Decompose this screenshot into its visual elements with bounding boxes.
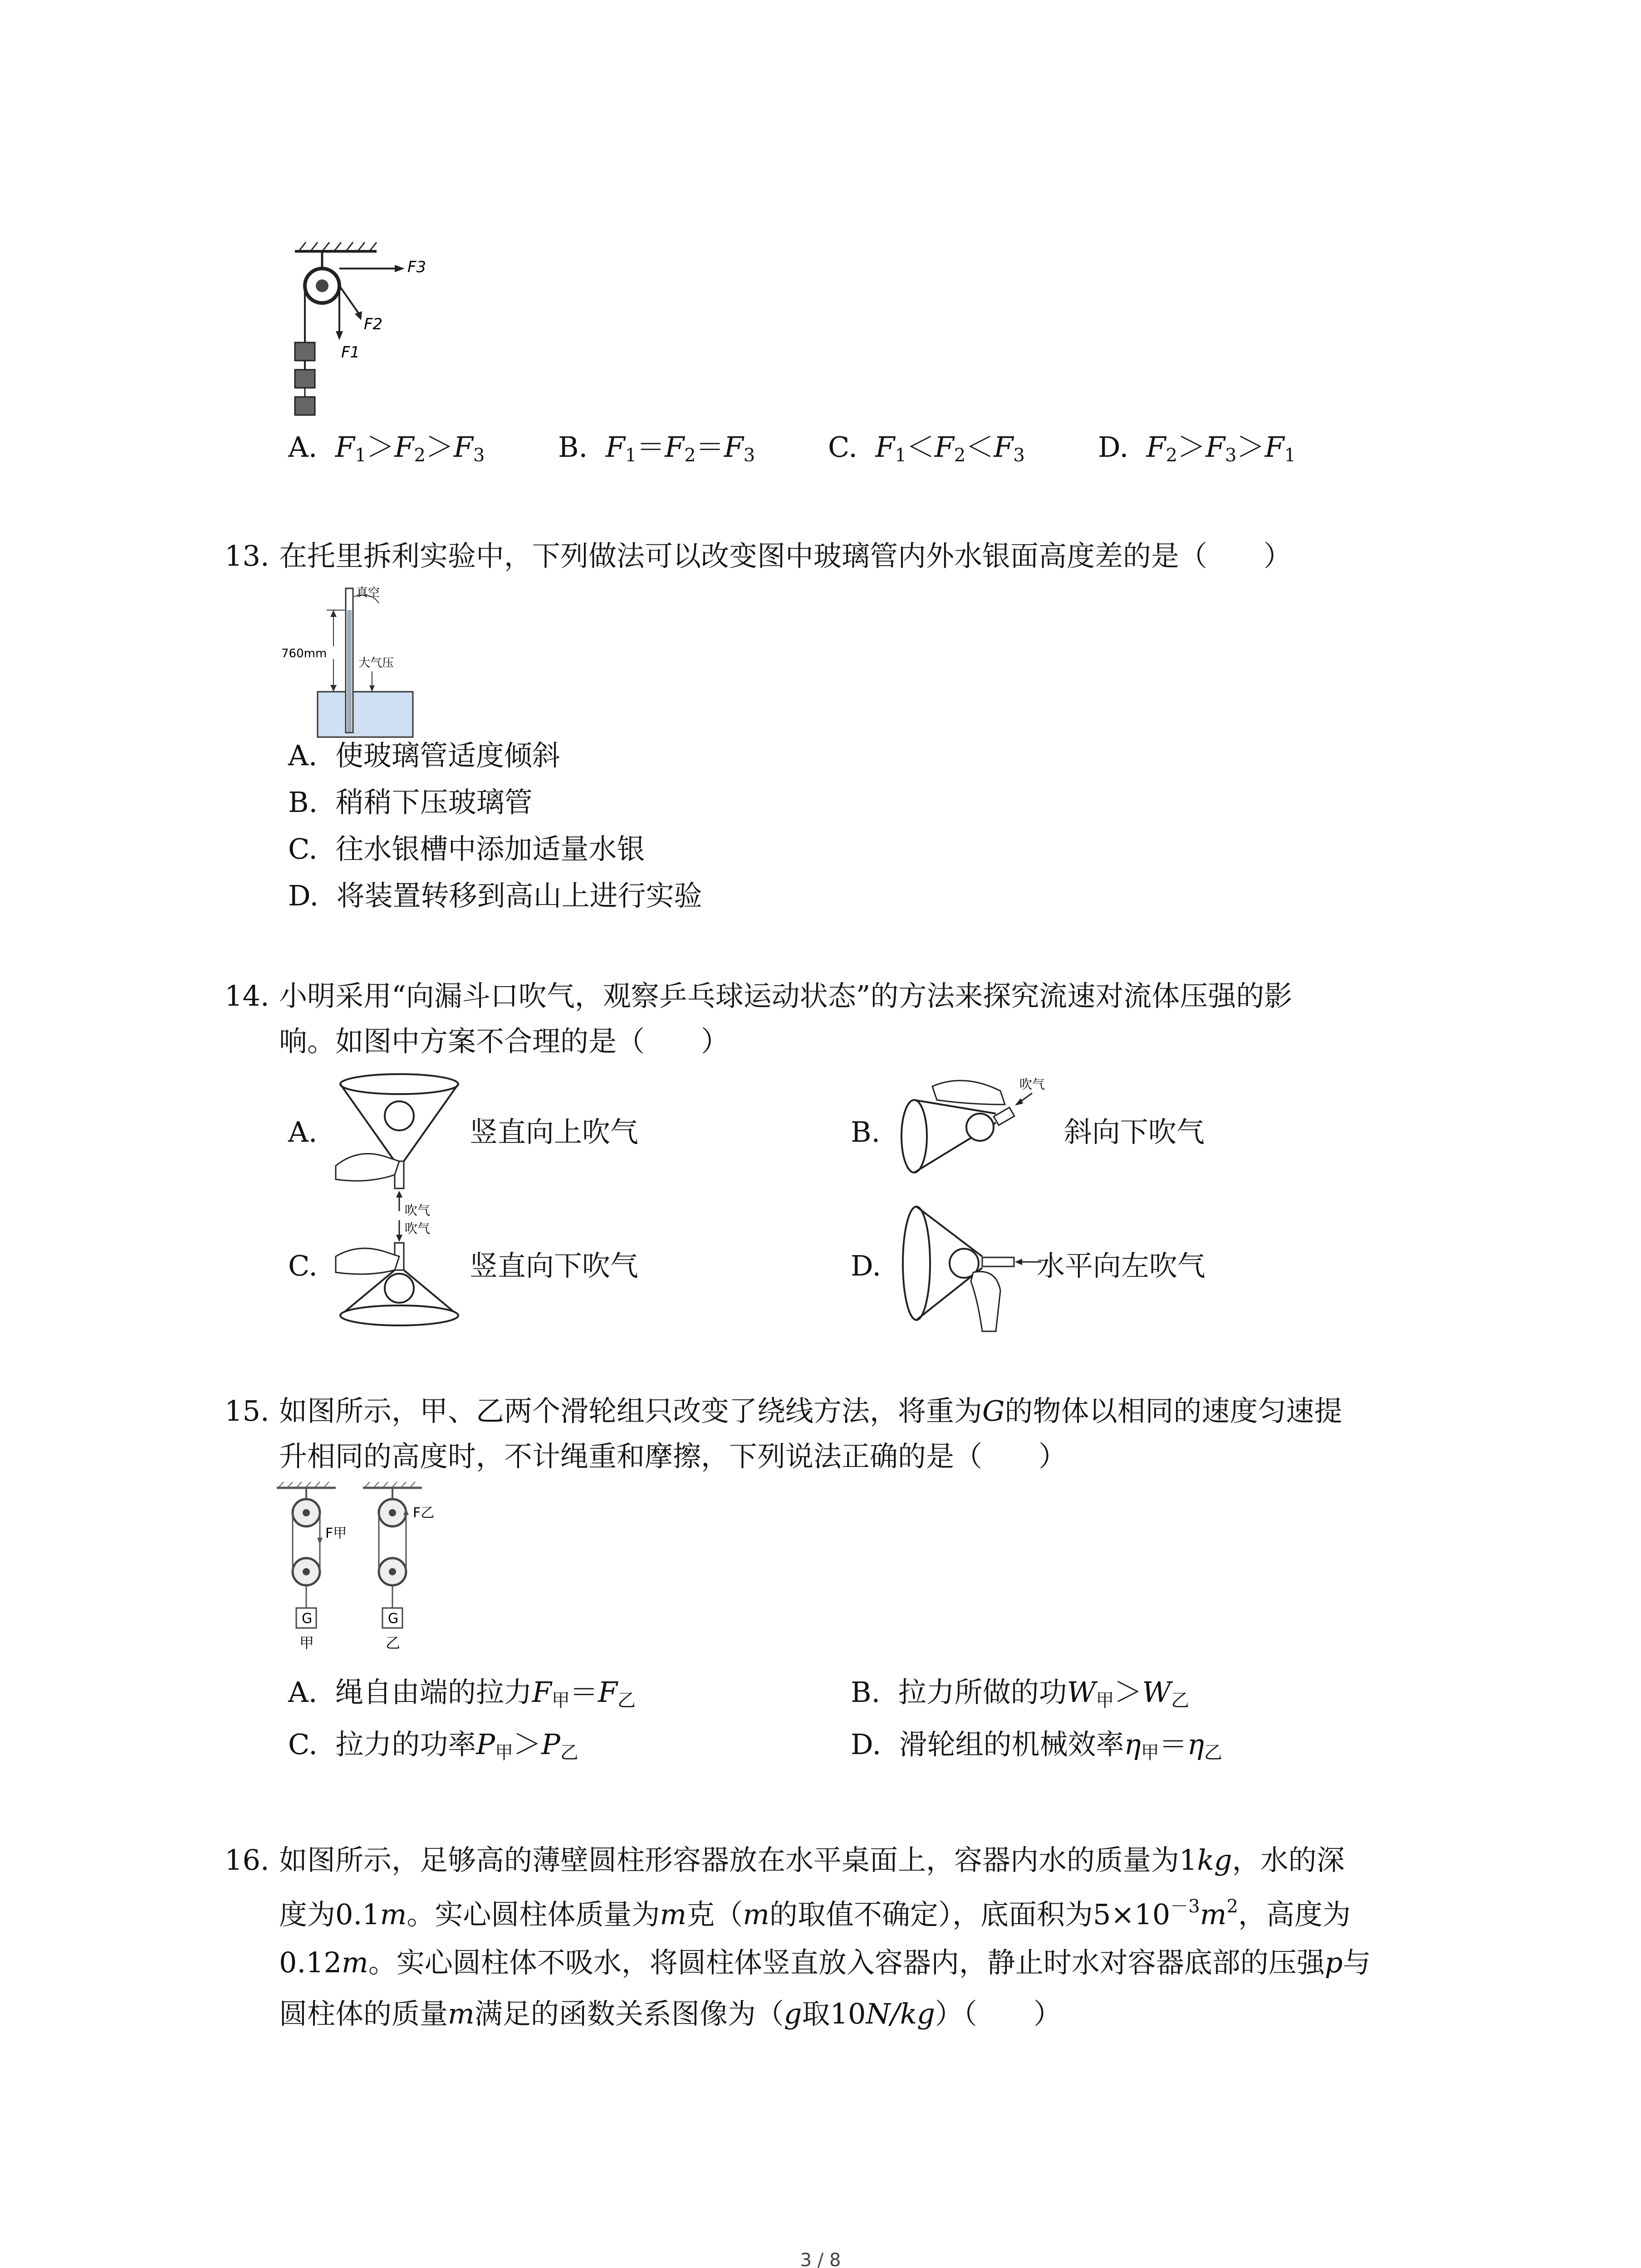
funnel-figure-b (896, 1068, 1059, 1177)
q15-option-a[interactable]: A. 绳自由端的拉力$F_甲=F_乙$ (288, 1676, 636, 1711)
q14-option-a-key[interactable]: A. (288, 1115, 318, 1149)
label-g-yi: G (388, 1611, 399, 1627)
label-blow-c: 吹气 (405, 1221, 431, 1236)
q13-option-a[interactable]: A. 使玻璃管适度倾斜 (288, 739, 560, 772)
q16-line3: 0.12m。实心圆柱体不吸水，将圆柱体竖直放入容器内，静止时水对容器底部的压强p与 (279, 1946, 1371, 1979)
pulley-blocks-figure (274, 1481, 470, 1672)
pulley-force-figure (286, 240, 436, 422)
q14-option-b-text[interactable]: 斜向下吹气 (1064, 1115, 1205, 1149)
q14-option-c-key[interactable]: C. (288, 1249, 318, 1282)
q15-stem-line2: 升相同的高度时，不计绳重和摩擦，下列说法正确的是（ ） (279, 1440, 1067, 1473)
funnel-figure-d (896, 1200, 1046, 1336)
funnel-figure-c (331, 1220, 467, 1329)
q14-option-a-text[interactable]: 竖直向上吹气 (470, 1115, 639, 1149)
q15-option-b[interactable]: B. 拉力所做的功$W_甲>W_乙$ (851, 1676, 1190, 1711)
q13-stem: 在托里拆利实验中，下列做法可以改变图中玻璃管内外水银面高度差的是（ ） (279, 539, 1292, 572)
q12-option-b[interactable]: B. $F_1=F_2=F_3$ (558, 430, 755, 466)
q15-stem-line1: 如图所示，甲、乙两个滑轮组只改变了绕线方法，将重为G的物体以相同的速度匀速提 (279, 1394, 1342, 1427)
q14-option-b-key[interactable]: B. (851, 1115, 881, 1149)
funnel-figure-a (331, 1070, 467, 1220)
q13-number: 13. (225, 539, 269, 572)
label-blow-b: 吹气 (1019, 1077, 1045, 1092)
q15-number: 15. (225, 1394, 269, 1427)
q15-option-c[interactable]: C. 拉力的功率$P_甲>P_乙$ (288, 1728, 578, 1763)
label-f-jia: F甲 (325, 1525, 347, 1541)
label-760mm: 760mm (281, 647, 327, 660)
label-f1: F1 (341, 343, 360, 362)
label-g-jia: G (302, 1611, 313, 1627)
q14-stem-line1: 小明采用“向漏斗口吹气，观察乒乓球运动状态”的方法来探究流速对流体压强的影 (279, 979, 1293, 1012)
q13-option-c[interactable]: C. 往水银槽中添加适量水银 (288, 832, 645, 865)
q15-option-d[interactable]: D. 滑轮组的机械效率$\eta_甲=\eta_乙$ (851, 1728, 1222, 1763)
page-number: 3 / 8 (800, 2250, 841, 2268)
q14-option-c-text[interactable]: 竖直向下吹气 (470, 1249, 639, 1282)
q14-option-d-key[interactable]: D. (851, 1249, 882, 1282)
label-blow-a: 吹气 (405, 1203, 431, 1218)
label-f2: F2 (364, 315, 383, 333)
q16-line2: 度为0.1m。实心圆柱体质量为m克（m的取值不确定），底面积为$5\times 10^{-3}m^2$，高度为 (279, 1896, 1351, 1931)
torricelli-figure (281, 583, 426, 746)
q16-line4: 圆柱体的质量m满足的函数关系图像为（g取10N/kg）（ ） (279, 1997, 1062, 2030)
label-vacuum: 真空 (356, 586, 380, 600)
label-yi: 乙 (386, 1634, 401, 1652)
q16-number: 16. (225, 1843, 269, 1877)
label-f-yi: F乙 (413, 1505, 435, 1521)
q12-option-d[interactable]: D. $F_2>F_3>F_1$ (1098, 430, 1296, 466)
label-f3: F3 (407, 258, 426, 276)
q16-line1: 如图所示，足够高的薄壁圆柱形容器放在水平桌面上，容器内水的质量为1kg，水的深 (279, 1843, 1345, 1877)
q14-stem-line2: 响。如图中方案不合理的是（ ） (279, 1025, 730, 1058)
q12-option-c[interactable]: C. $F_1<F_2<F_3$ (828, 430, 1025, 466)
q13-option-b[interactable]: B. 稍稍下压玻璃管 (288, 786, 533, 819)
q13-option-d[interactable]: D. 将装置转移到高山上进行实验 (288, 879, 702, 912)
q12-option-a[interactable]: A. $F_1>F_2>F_3$ (288, 430, 485, 466)
q14-number: 14. (225, 979, 269, 1012)
q14-option-d-text[interactable]: 水平向左吹气 (1037, 1249, 1206, 1282)
label-jia: 甲 (299, 1634, 314, 1652)
label-atmospheric-pressure: 大气压 (358, 656, 394, 670)
